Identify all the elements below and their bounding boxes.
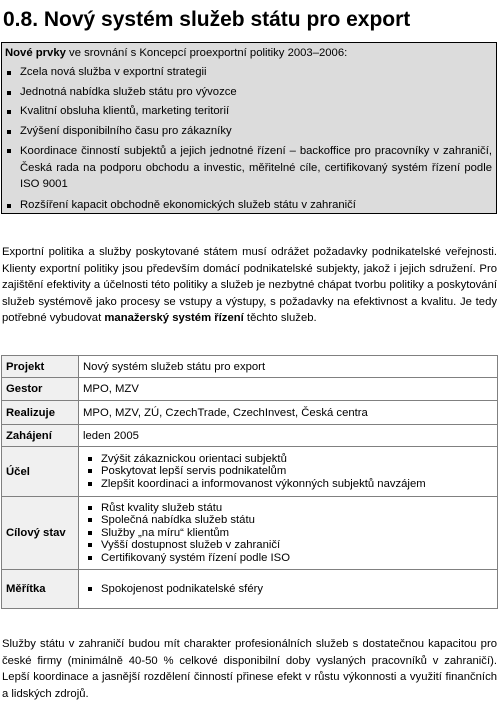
row-value: MPO, MZV, ZÚ, CzechTrade, CzechInvest, Česká centra bbox=[79, 401, 498, 425]
target-state-list bbox=[83, 502, 497, 565]
row-value bbox=[79, 570, 498, 609]
list-item: Zlepšit koordinaci a informovanost výkonných subjektů navzájem bbox=[83, 478, 497, 491]
row-value bbox=[79, 497, 498, 570]
intro-paragraph bbox=[2, 244, 497, 327]
purpose-list bbox=[83, 453, 497, 491]
list-item: Rozšíření kapacit obchodně ekonomických služeb státu v zahraničí bbox=[2, 196, 496, 215]
table-row bbox=[2, 356, 498, 378]
row-value: Nový systém služeb státu pro export bbox=[79, 356, 498, 378]
row-label: Projekt bbox=[2, 356, 79, 378]
new-features-list bbox=[2, 63, 496, 215]
table-row bbox=[2, 425, 498, 447]
row-label: Gestor bbox=[2, 378, 79, 401]
list-item: Koordinace činností subjektů a jejich jednotné řízení – backoffice pro pracovníky v zahraničí, Česká rada na podporu obchodu a investic, měřitelné cíle, certifikovaný systém řízení podle ISO 9001 bbox=[2, 143, 496, 193]
row-value: MPO, MZV bbox=[79, 378, 498, 401]
table-row bbox=[2, 570, 498, 609]
metrics-list bbox=[83, 583, 497, 596]
intro-bold: manažerský systém řízení bbox=[104, 312, 244, 325]
list-item: Jednotná nabídka služeb státu pro vývozce bbox=[2, 83, 496, 102]
table-row bbox=[2, 497, 498, 570]
row-label: Účel bbox=[2, 447, 79, 497]
list-item: Růst kvality služeb státu bbox=[83, 502, 497, 515]
list-item: Zvýšení disponibilního času pro zákazníky bbox=[2, 122, 496, 141]
list-item: Zcela nová služba v exportní strategii bbox=[2, 63, 496, 82]
row-label: Cílový stav bbox=[2, 497, 79, 570]
row-value: leden 2005 bbox=[79, 425, 498, 447]
table-row bbox=[2, 401, 498, 425]
section-title: 0.8. Nový systém služeb státu pro export bbox=[3, 8, 411, 31]
list-item: Spokojenost podnikatelské sféry bbox=[83, 583, 497, 596]
list-item: Poskytovat lepší servis podnikatelům bbox=[83, 465, 497, 478]
table-row bbox=[2, 447, 498, 497]
project-table bbox=[1, 355, 498, 609]
row-label: Zahájení bbox=[2, 425, 79, 447]
list-item: Kvalitní obsluha klientů, marketing teritorií bbox=[2, 102, 496, 121]
row-label: Měřítka bbox=[2, 570, 79, 609]
table-row bbox=[2, 378, 498, 401]
box-heading-bold: Nové prvky bbox=[5, 47, 66, 59]
box-heading bbox=[2, 43, 496, 63]
closing-paragraph: Služby státu v zahraničí budou mít charakter profesionálních služeb s dostatečnou kapacitou pro české firmy (minimálně 40-50 % celkové disponibilní doby vyslaných pracovníků v zahraničí). Lepší koordinace a jasnější rozdělení činností přinese efekt v růstu výkonnosti a využití finančních a lidských zdrojů. bbox=[2, 638, 497, 700]
list-item: Certifikovaný systém řízení podle ISO bbox=[83, 552, 497, 565]
intro-text: Exportní politika a služby poskytované státem musí odrážet požadavky podnikatelské veřejnosti. Klienty exportní politiky jsou především domácí podnikatelské subjekty, jakož i jejich sdružení. Pro zajištění efektivity a účelnosti této politiky a služeb je nezbytné chápat tvorbu politiky a poskytování služeb systémově jako procesy se vstupy a výstupy, s požadavky na efektivnost a kvalitu. Je tedy potřebné vybudovat bbox=[2, 246, 497, 325]
list-item: Vyšší dostupnost služeb v zahraničí bbox=[83, 539, 497, 552]
list-item: Společná nabídka služeb státu bbox=[83, 514, 497, 527]
new-features-box bbox=[1, 42, 497, 214]
list-item: Služby „na míru“ klientům bbox=[83, 527, 497, 540]
box-heading-text: ve srovnání s Koncepcí proexportní politiky 2003–2006: bbox=[65, 47, 348, 59]
row-value bbox=[79, 447, 498, 497]
list-item: Zvýšit zákaznickou orientaci subjektů bbox=[83, 453, 497, 466]
intro-tail: těchto služeb. bbox=[243, 312, 317, 325]
row-label: Realizuje bbox=[2, 401, 79, 425]
